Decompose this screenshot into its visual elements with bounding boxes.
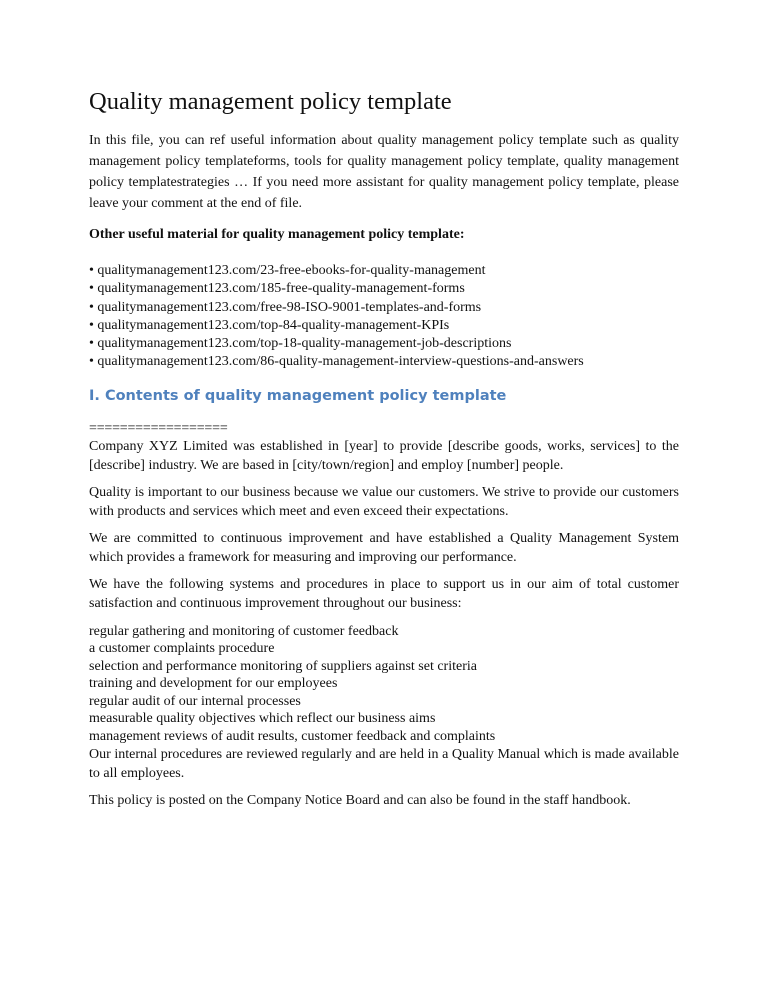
contents-section-heading: I. Contents of quality management policy template — [89, 387, 507, 404]
resource-link[interactable]: • qualitymanagement123.com/free-98-ISO-9001-templates-and-forms — [89, 299, 482, 315]
systems-list — [89, 623, 679, 746]
company-paragraph: Company XYZ Limited was established in [year] to provide [describe goods, works, services] to the [describe] industry. We are based in [city/town/region] and employ [number] people. — [89, 438, 679, 473]
intro-paragraph: In this file, you can ref useful information about quality management policy template such as quality management policy templateforms, tools for quality management policy template, quality management policy templatestrategies … If you need more assistant for quality management policy template, please leave your comment at the end of file. — [89, 133, 679, 211]
document-title: Quality management policy template — [89, 88, 452, 115]
systems-intro-paragraph: We have the following systems and procedures in place to support us in our aim of total customer satisfaction and continuous improvement throughout our business: — [89, 576, 679, 611]
resource-link[interactable]: • qualitymanagement123.com/23-free-ebooks-for-quality-management — [89, 263, 486, 278]
system-item: regular gathering and monitoring of customer feedback — [89, 623, 399, 639]
system-item: measurable quality objectives which reflect our business aims — [89, 711, 436, 727]
resource-link[interactable]: • qualitymanagement123.com/top-18-quality-management-job-descriptions — [89, 336, 512, 352]
other-material-heading: Other useful material for quality management policy template: — [89, 227, 465, 242]
system-item: training and development for our employees — [89, 676, 338, 692]
separator-line: ================== — [89, 420, 228, 436]
system-item: selection and performance monitoring of suppliers against set criteria — [89, 658, 477, 674]
system-item: management reviews of audit results, customer feedback and complaints — [89, 728, 496, 744]
system-item: regular audit of our internal processes — [89, 693, 301, 709]
page-content — [89, 86, 679, 810]
resource-link[interactable]: • qualitymanagement123.com/86-quality-management-interview-questions-and-answers — [89, 354, 584, 370]
resource-link-list — [89, 262, 679, 372]
commitment-paragraph: We are committed to continuous improvement and have established a Quality Management System which provides a framework for measuring and improving our performance. — [89, 530, 679, 565]
quality-importance-paragraph: Quality is important to our business because we value our customers. We strive to provide our customers with products and services which meet and even exceed their expectations. — [89, 484, 679, 519]
closing-paragraph: This policy is posted on the Company Notice Board and can also be found in the staff handbook. — [89, 793, 631, 809]
procedures-paragraph: Our internal procedures are reviewed regularly and are held in a Quality Manual which is made available to all employees. — [89, 747, 679, 782]
resource-link[interactable]: • qualitymanagement123.com/185-free-quality-management-forms — [89, 281, 465, 297]
system-item: a customer complaints procedure — [89, 641, 275, 657]
resource-link[interactable]: • qualitymanagement123.com/top-84-quality-management-KPIs — [89, 317, 450, 333]
